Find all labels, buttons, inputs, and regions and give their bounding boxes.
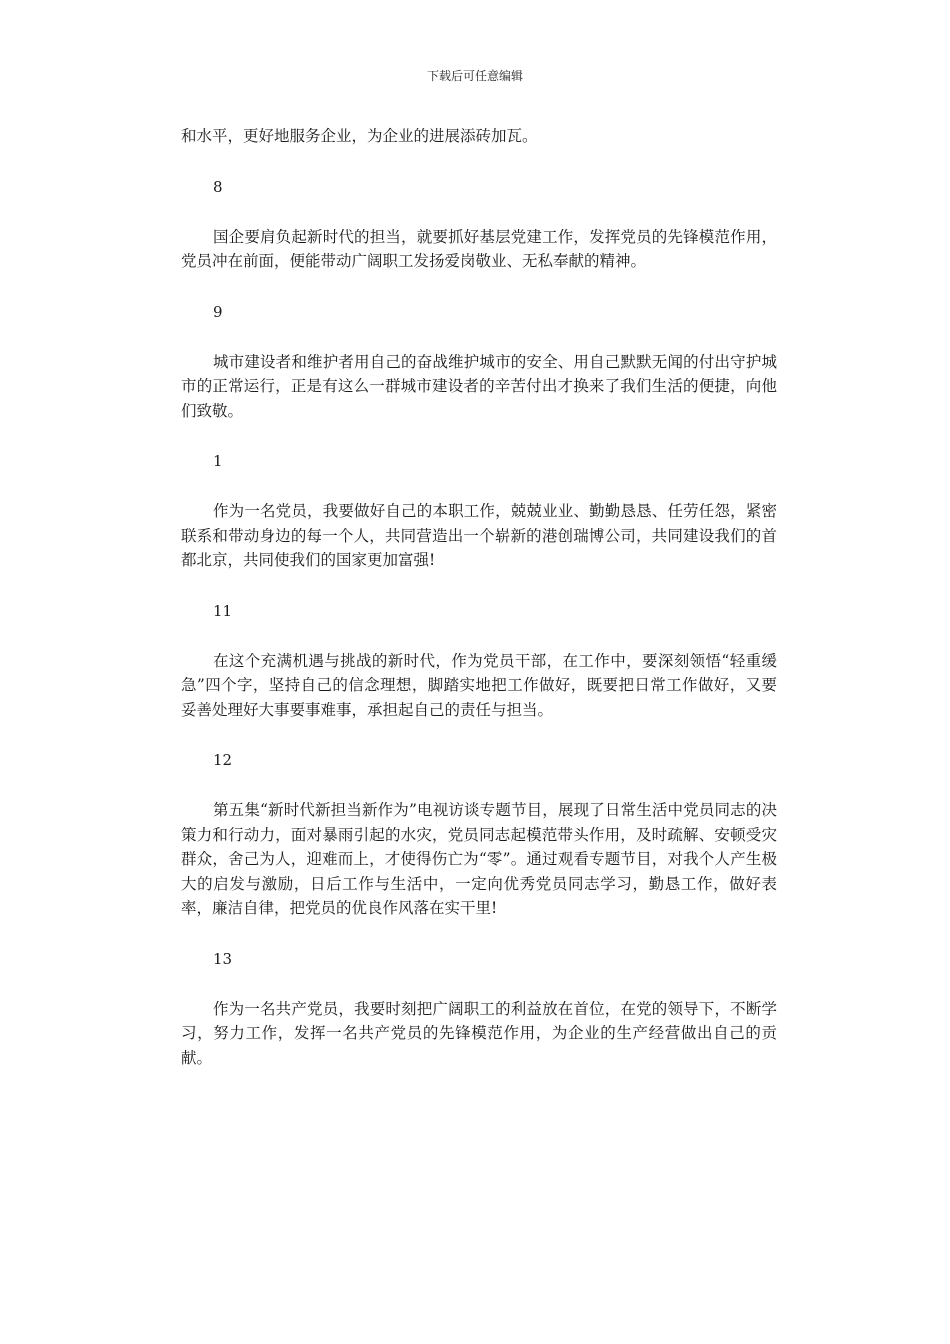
section-number: 13: [213, 949, 233, 968]
paragraph: 作为一名党员，我要做好自己的本职工作，兢兢业业、勤勤恳恳、任劳任怨，紧密联系和带动身边的每一个人，共同营造出一个崭新的港创瑞博公司，共同建设我们的首都北京，共同使我们的国家更加富强!: [181, 502, 777, 569]
paragraph: 国企要肩负起新时代的担当，就要抓好基层党建工作，发挥党员的先锋模范作用，党员冲在前面，便能带动广阔职工发扬爱岗敬业、无私奉献的精神。: [181, 227, 777, 270]
section-number: 11: [213, 601, 233, 620]
page-header: 下载后可任意编辑: [426, 69, 523, 83]
paragraph: 第五集“新时代新担当新作为”电视访谈专题节目，展现了日常生活中党员同志的决策力和行动力，面对暴雨引起的水灾，党员同志起模范带头作用，及时疏解、安顿受灾群众，舍己为人，迎难而上，才使得伤亡为“零”。通过观看专题节目，对我个人产生极大的启发与激励，日后工作与生活中，一定向优秀党员同志学习，勤恳工作，做好表率，廉洁自律，把党员的优良作风落在实干里!: [181, 801, 777, 917]
paragraph: 在这个充满机遇与挑战的新时代，作为党员干部，在工作中，要深刻领悟“轻重缓急”四个字，坚持自己的信念理想，脚踏实地把工作做好，既要把日常工作做好，又要妥善处理好大事要事难事，承担起自己的责任与担当。: [181, 651, 777, 719]
paragraph: 城市建设者和维护者用自己的奋战维护城市的安全、用自己默默无闻的付出守护城市的正常运行，正是有这么一群城市建设者的辛苦付出才换来了我们生活的便捷，向他们致敬。: [181, 352, 777, 420]
paragraph: 作为一名共产党员，我要时刻把广阔职工的利益放在首位，在党的领导下，不断学习，努力工作，发挥一名共产党员的先锋模范作用，为企业的生产经营做出自己的贡献。: [181, 999, 777, 1067]
section-number: 12: [213, 751, 233, 769]
document-body: [181, 124, 777, 1070]
section-number: 1: [213, 452, 223, 470]
paragraph: 和水平，更好地服务企业，为企业的进展添砖加瓦。: [181, 127, 538, 145]
section-number: 8: [213, 177, 223, 196]
section-number: 9: [213, 302, 223, 321]
